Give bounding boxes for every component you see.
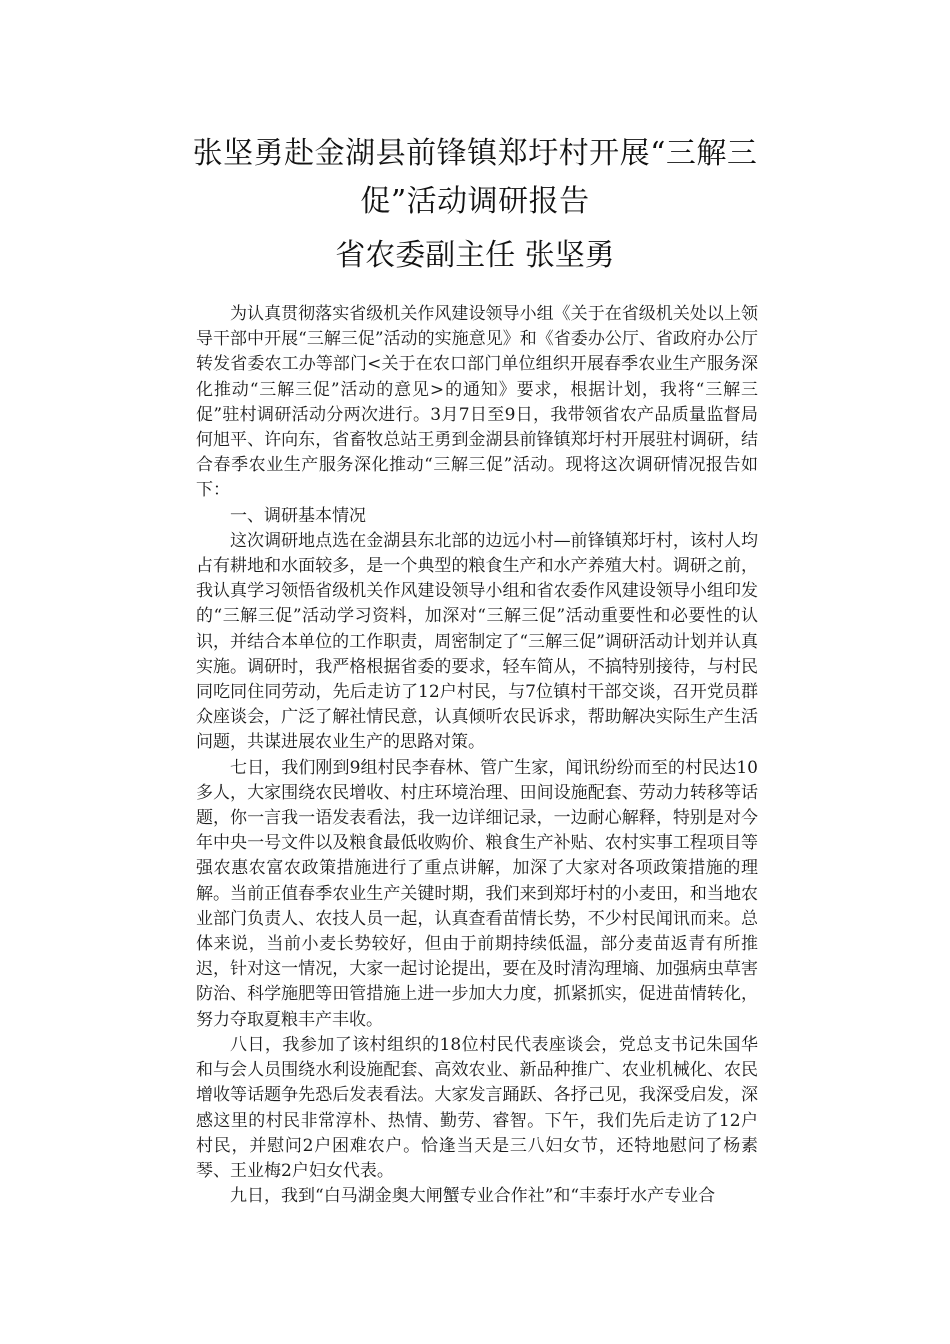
paragraph-survey-location: 这次调研地点选在金湖县东北部的边远小村—前锋镇郑圩村，该村人均占有耕地和水面较多，是一个典型的粮食生产和水产养殖大村。调研之前，我认真学习领悟省级机关作风建设领导小组和省农委作风建设领导小组印发的“三解三促”活动学习资料，加深对“三解三促”活动重要性和必要性的认识，并结合本单位的工作职责，周密制定了“三解三促”调研活动计划并认真实施。调研时，我严格根据省委的要求，轻车简从，不搞特别接待，与村民同吃同住同劳动，先后走访了12户村民，与7位镇村干部交谈，召开党员群众座谈会，广泛了解社情民意，认真倾听农民诉求，帮助解决实际生产生活问题，共谋进展农业生产的思路对策。 xyxy=(196,530,758,753)
section-heading-basic-situation: 一、调研基本情况 xyxy=(230,505,366,526)
document-author: 省农委副主任 张坚勇 xyxy=(335,238,615,273)
title-block xyxy=(170,130,780,280)
paragraph-day-seven: 七日，我们刚到9组村民李春林、管广生家，闻讯纷纷而至的村民达10多人，大家围绕农民增收、村庄环境治理、田间设施配套、劳动力转移等话题，你一言我一语发表看法，我一边详细记录，一边耐心解释，特别是对今年中央一号文件以及粮食最低收购价、粮食生产补贴、农村实事工程项目等强农惠农富农政策措施进行了重点讲解，加深了大家对各项政策措施的理解。当前正值春季农业生产关键时期，我们来到郑圩村的小麦田，和当地农业部门负责人、农技人员一起，认真查看苗情长势，不少村民闻讯而来。总体来说，当前小麦长势较好，但由于前期持续低温，部分麦苗返青有所推迟，针对这一情况，大家一起讨论提出，要在及时清沟理墒、加强病虫草害防治、科学施肥等田管措施上进一步加大力度，抓紧抓实，促进苗情转化，努力夺取夏粮丰产丰收。 xyxy=(196,757,758,1030)
document-body xyxy=(196,302,758,1209)
document-title-line-2: 促”活动调研报告 xyxy=(360,184,590,219)
paragraph-intro: 为认真贯彻落实省级机关作风建设领导小组《关于在省级机关处以上领导干部中开展“三解三促”活动的实施意见》和《省委办公厅、省政府办公厅转发省委农工办等部门<关于在农口部门单位组织开展春季农业生产服务深化推动“三解三促”活动的意见>的通知》要求，根据计划，我将“三解三促”驻村调研活动分两次进行。3月7日至9日，我带领省农产品质量监督局何旭平、许向东，省畜牧总站王勇到金湖县前锋镇郑圩村开展驻村调研，结合春季农业生产服务深化推动“三解三促”活动。现将这次调研情况报告如下： xyxy=(196,304,758,501)
paragraph-day-eight: 八日，我参加了该村组织的18位村民代表座谈会，党总支书记朱国华和与会人员围绕水利设施配套、高效农业、新品种推广、农业机械化、农民增收等话题争先恐后发表看法。大家发言踊跃、各抒己见，我深受启发，深感这里的村民非常淳朴、热情、勤劳、睿智。下午，我们先后走访了12户村民，并慰问2户困难农户。恰逢当天是三八妇女节，还特地慰问了杨素琴、王业梅2户妇女代表。 xyxy=(196,1034,758,1181)
paragraph-day-nine: 九日，我到“白马湖金奥大闸蟹专业合作社”和“丰泰圩水产专业合 xyxy=(230,1186,716,1207)
document-title-line-1: 张坚勇赴金湖县前锋镇郑圩村开展“三解三 xyxy=(192,136,758,171)
